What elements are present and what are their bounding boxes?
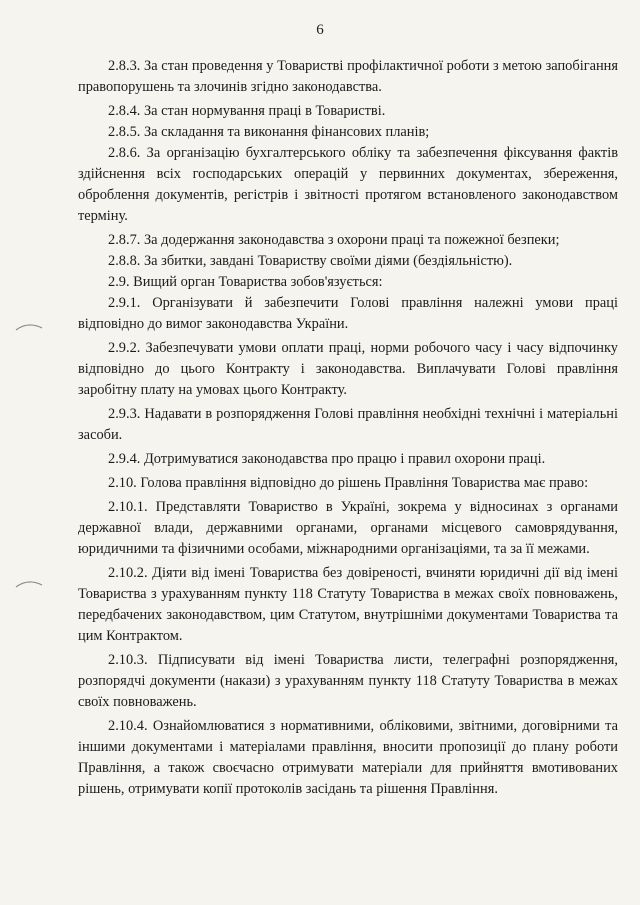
document-body — [78, 56, 618, 803]
clause-2-8-4: 2.8.4. За стан нормування праці в Товаристві. — [108, 103, 386, 119]
clause-2-8-5: 2.8.5. За складання та виконання фінансових планів; — [108, 124, 430, 140]
clause-2-10-4: 2.10.4. Ознайомлюватися з нормативними, обліковими, звітними, договірними та іншими документами і матеріалами правління, вносити пропозиції до плану роботи Правління, а також своєчасно отримувати матеріали для прийняття вмотивованих рішень, отримувати копії протоколів засідань та рішення Правління. — [78, 718, 618, 797]
clause-2-8-7: 2.8.7. За додержання законодавства з охорони праці та пожежної безпеки; — [108, 232, 560, 248]
clause-2-9: 2.9. Вищий орган Товариства зобов'язується: — [108, 274, 383, 290]
clause-2-9-4: 2.9.4. Дотримуватися законодавства про працю і правил охорони праці. — [108, 451, 546, 467]
clause-2-8-8: 2.8.8. За збитки, завдані Товариству своїми діями (бездіяльністю). — [108, 253, 513, 269]
page-number: 6 — [316, 22, 324, 38]
clause-2-8-6: 2.8.6. За організацію бухгалтерського обліку та забезпечення фіксування фактів здійснення всіх господарських операцій у первинних документах, збереження, оброблення документів, регістрів і звітності протягом встановленого законодавством терміну. — [78, 145, 618, 224]
clause-2-9-1: 2.9.1. Організувати й забезпечити Голові правління належні умови праці відповідно до вимог законодавства України. — [78, 295, 618, 332]
clause-2-9-2: 2.9.2. Забезпечувати умови оплати праці, норми робочого часу і часу відпочинку відповідно до цього Контракту і законодавства. Виплачувати Голові правління заробітну плату на умовах цього Контракту. — [78, 340, 618, 398]
clause-2-10-2: 2.10.2. Діяти від імені Товариства без довіреності, вчиняти юридичні дії від імені Товариства з урахуванням пункту 118 Статуту Товариства в межах своїх повноважень, передбачених законодавством, цим Статутом, внутрішніми документами Товариства та цим Контрактом. — [78, 565, 618, 644]
punch-hole-mark — [14, 318, 44, 338]
punch-hole-mark — [14, 575, 44, 595]
clause-2-9-3: 2.9.3. Надавати в розпорядження Голові правління необхідні технічні і матеріальні засоби. — [78, 406, 618, 443]
clause-2-10-1: 2.10.1. Представляти Товариство в Україні, зокрема у відносинах з органами державної влади, державними органами, органами місцевого самоврядування, юридичними та фізичними особами, міжнародними організаціями, та за її межами. — [78, 499, 618, 557]
clause-2-10-3: 2.10.3. Підписувати від імені Товариства листи, телеграфні розпорядження, розпорядчі документи (накази) з урахуванням пункту 118 Статуту Товариства в межах своїх повноважень. — [78, 652, 618, 710]
clause-2-8-3: 2.8.3. За стан проведення у Товаристві профілактичної роботи з метою запобігання правопорушень та злочинів згідно законодавства. — [78, 58, 618, 95]
clause-2-10: 2.10. Голова правління відповідно до рішень Правління Товариства має право: — [108, 475, 589, 491]
